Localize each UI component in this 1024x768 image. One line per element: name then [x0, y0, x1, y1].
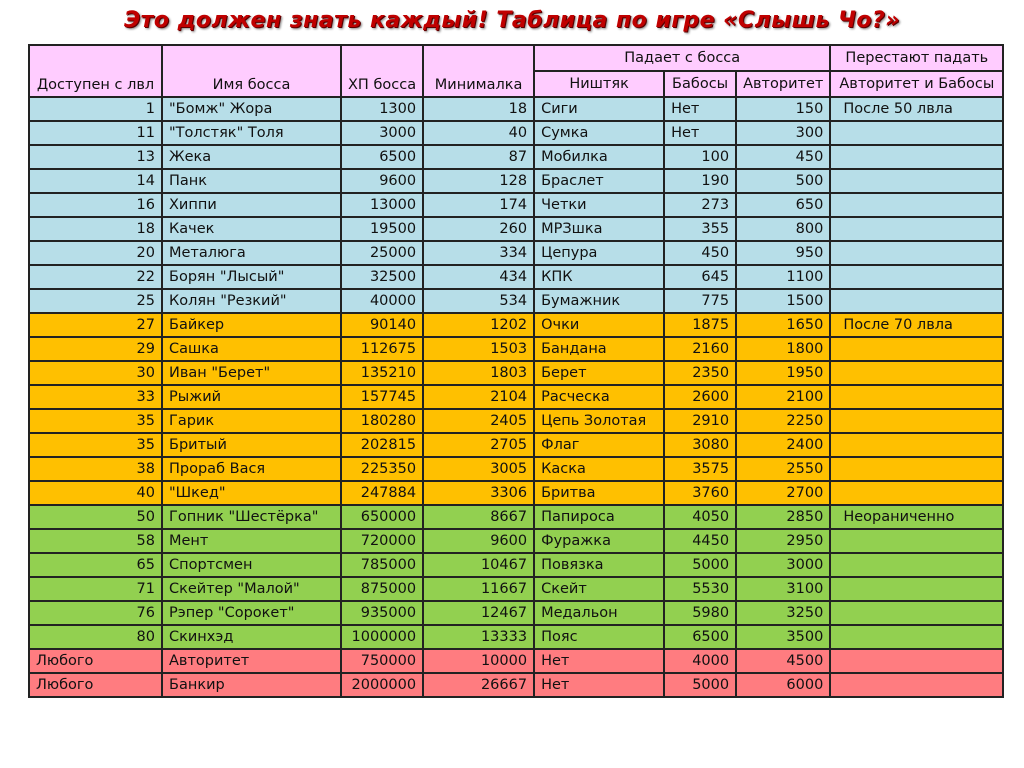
cell-hp: 650000: [341, 505, 423, 529]
cell-stop: [830, 553, 1003, 577]
header-stop-line2: Авторитет и Бабосы: [830, 71, 1003, 97]
cell-level: 18: [29, 217, 162, 241]
cell-authority: 3250: [736, 601, 830, 625]
cell-stop: [830, 649, 1003, 673]
table-row: [29, 193, 1003, 217]
cell-level: 80: [29, 625, 162, 649]
table-row: [29, 481, 1003, 505]
table-row: [29, 97, 1003, 121]
cell-boss-name: Борян "Лысый": [162, 265, 341, 289]
table-row: [29, 601, 1003, 625]
cell-min: 1503: [423, 337, 534, 361]
header-hp: ХП босса: [341, 45, 423, 97]
cell-stop: [830, 625, 1003, 649]
cell-item: Скейт: [534, 577, 664, 601]
cell-boss-name: "Толстяк" Толя: [162, 121, 341, 145]
cell-level: Любого: [29, 649, 162, 673]
cell-item: Цепура: [534, 241, 664, 265]
cell-hp: 40000: [341, 289, 423, 313]
cell-stop: [830, 385, 1003, 409]
cell-level: 33: [29, 385, 162, 409]
cell-authority: 2700: [736, 481, 830, 505]
cell-level: 30: [29, 361, 162, 385]
cell-money: 5530: [664, 577, 736, 601]
cell-hp: 935000: [341, 601, 423, 625]
cell-boss-name: Рэпер "Сорокет": [162, 601, 341, 625]
cell-item: Берет: [534, 361, 664, 385]
cell-level: 58: [29, 529, 162, 553]
cell-hp: 25000: [341, 241, 423, 265]
cell-stop: [830, 121, 1003, 145]
header-item: Ништяк: [534, 71, 664, 97]
header-authority: Авторитет: [736, 71, 830, 97]
cell-stop: [830, 577, 1003, 601]
cell-money: 3760: [664, 481, 736, 505]
cell-level: 22: [29, 265, 162, 289]
cell-hp: 19500: [341, 217, 423, 241]
cell-money: 6500: [664, 625, 736, 649]
cell-level: 50: [29, 505, 162, 529]
cell-min: 8667: [423, 505, 534, 529]
cell-authority: 800: [736, 217, 830, 241]
cell-min: 2705: [423, 433, 534, 457]
cell-authority: 4500: [736, 649, 830, 673]
cell-min: 2405: [423, 409, 534, 433]
cell-item: Цепь Золотая: [534, 409, 664, 433]
cell-boss-name: Хиппи: [162, 193, 341, 217]
cell-authority: 6000: [736, 673, 830, 697]
cell-money: 450: [664, 241, 736, 265]
cell-min: 1803: [423, 361, 534, 385]
cell-boss-name: Байкер: [162, 313, 341, 337]
boss-table: [28, 44, 1004, 698]
cell-money: 775: [664, 289, 736, 313]
cell-authority: 150: [736, 97, 830, 121]
cell-stop: После 50 лвла: [830, 97, 1003, 121]
cell-min: 174: [423, 193, 534, 217]
cell-money: 3575: [664, 457, 736, 481]
cell-level: 13: [29, 145, 162, 169]
table-row: [29, 121, 1003, 145]
cell-hp: 750000: [341, 649, 423, 673]
cell-hp: 247884: [341, 481, 423, 505]
cell-stop: [830, 529, 1003, 553]
cell-money: 4000: [664, 649, 736, 673]
cell-hp: 785000: [341, 553, 423, 577]
cell-money: 355: [664, 217, 736, 241]
cell-hp: 112675: [341, 337, 423, 361]
cell-boss-name: Гарик: [162, 409, 341, 433]
cell-boss-name: Жека: [162, 145, 341, 169]
cell-min: 11667: [423, 577, 534, 601]
cell-money: 3080: [664, 433, 736, 457]
cell-level: 71: [29, 577, 162, 601]
cell-item: Каска: [534, 457, 664, 481]
cell-min: 10467: [423, 553, 534, 577]
cell-min: 2104: [423, 385, 534, 409]
cell-level: 1: [29, 97, 162, 121]
cell-hp: 1000000: [341, 625, 423, 649]
cell-min: 18: [423, 97, 534, 121]
cell-boss-name: Мент: [162, 529, 341, 553]
table-row: [29, 265, 1003, 289]
cell-min: 10000: [423, 649, 534, 673]
cell-hp: 180280: [341, 409, 423, 433]
cell-level: 40: [29, 481, 162, 505]
cell-item: Флаг: [534, 433, 664, 457]
header-drop-group: Падает с босса: [534, 45, 830, 71]
table-row: [29, 457, 1003, 481]
table-row: [29, 649, 1003, 673]
cell-item: Сиги: [534, 97, 664, 121]
table-row: [29, 625, 1003, 649]
cell-boss-name: Прораб Вася: [162, 457, 341, 481]
table-row: [29, 385, 1003, 409]
cell-money: 645: [664, 265, 736, 289]
cell-boss-name: Колян "Резкий": [162, 289, 341, 313]
cell-level: 38: [29, 457, 162, 481]
table-row: [29, 337, 1003, 361]
cell-item: Повязка: [534, 553, 664, 577]
cell-money: 5000: [664, 553, 736, 577]
cell-authority: 2400: [736, 433, 830, 457]
cell-item: Браслет: [534, 169, 664, 193]
cell-boss-name: Сашка: [162, 337, 341, 361]
cell-item: КПК: [534, 265, 664, 289]
cell-boss-name: Иван "Берет": [162, 361, 341, 385]
cell-hp: 202815: [341, 433, 423, 457]
cell-authority: 3000: [736, 553, 830, 577]
cell-level: 76: [29, 601, 162, 625]
cell-hp: 2000000: [341, 673, 423, 697]
cell-stop: [830, 337, 1003, 361]
cell-hp: 3000: [341, 121, 423, 145]
cell-boss-name: Металюга: [162, 241, 341, 265]
cell-stop: [830, 289, 1003, 313]
cell-item: Бандана: [534, 337, 664, 361]
table-row: [29, 409, 1003, 433]
cell-level: 11: [29, 121, 162, 145]
cell-money: 4450: [664, 529, 736, 553]
cell-min: 9600: [423, 529, 534, 553]
cell-item: Нет: [534, 649, 664, 673]
cell-stop: [830, 169, 1003, 193]
cell-level: 27: [29, 313, 162, 337]
cell-stop: [830, 409, 1003, 433]
header-level: Доступен с лвл: [29, 45, 162, 97]
cell-min: 3306: [423, 481, 534, 505]
cell-money: 4050: [664, 505, 736, 529]
cell-level: 25: [29, 289, 162, 313]
page-title: Это должен знать каждый! Таблица по игре «Слышь Чо?»: [123, 8, 901, 33]
cell-stop: [830, 217, 1003, 241]
cell-min: 87: [423, 145, 534, 169]
cell-boss-name: Скейтер "Малой": [162, 577, 341, 601]
cell-authority: 650: [736, 193, 830, 217]
cell-authority: 2850: [736, 505, 830, 529]
cell-hp: 157745: [341, 385, 423, 409]
table-row: [29, 553, 1003, 577]
cell-min: 260: [423, 217, 534, 241]
table-row: [29, 577, 1003, 601]
cell-money: 273: [664, 193, 736, 217]
cell-boss-name: Скинхэд: [162, 625, 341, 649]
table-row: [29, 241, 1003, 265]
table-row: [29, 529, 1003, 553]
cell-hp: 90140: [341, 313, 423, 337]
cell-hp: 1300: [341, 97, 423, 121]
table-row: [29, 313, 1003, 337]
cell-min: 40: [423, 121, 534, 145]
cell-item: Бумажник: [534, 289, 664, 313]
cell-boss-name: Гопник "Шестёрка": [162, 505, 341, 529]
cell-hp: 720000: [341, 529, 423, 553]
cell-item: МРЗшка: [534, 217, 664, 241]
cell-item: Медальон: [534, 601, 664, 625]
table-row: [29, 145, 1003, 169]
cell-min: 13333: [423, 625, 534, 649]
table-row: [29, 505, 1003, 529]
cell-min: 26667: [423, 673, 534, 697]
cell-authority: 300: [736, 121, 830, 145]
cell-authority: 1100: [736, 265, 830, 289]
cell-money: Нет: [664, 121, 736, 145]
cell-boss-name: Панк: [162, 169, 341, 193]
cell-hp: 9600: [341, 169, 423, 193]
cell-boss-name: "Шкед": [162, 481, 341, 505]
cell-level: 20: [29, 241, 162, 265]
cell-level: 65: [29, 553, 162, 577]
cell-stop: [830, 265, 1003, 289]
cell-money: Нет: [664, 97, 736, 121]
cell-boss-name: Спортсмен: [162, 553, 341, 577]
cell-stop: [830, 481, 1003, 505]
cell-min: 434: [423, 265, 534, 289]
cell-money: 2160: [664, 337, 736, 361]
cell-authority: 2250: [736, 409, 830, 433]
cell-authority: 1650: [736, 313, 830, 337]
cell-item: Мобилка: [534, 145, 664, 169]
table-body: [29, 97, 1003, 697]
cell-hp: 875000: [341, 577, 423, 601]
cell-item: Пояс: [534, 625, 664, 649]
cell-level: Любого: [29, 673, 162, 697]
cell-hp: 13000: [341, 193, 423, 217]
cell-min: 334: [423, 241, 534, 265]
cell-money: 5980: [664, 601, 736, 625]
cell-authority: 2950: [736, 529, 830, 553]
cell-min: 128: [423, 169, 534, 193]
cell-stop: [830, 601, 1003, 625]
cell-money: 5000: [664, 673, 736, 697]
cell-hp: 225350: [341, 457, 423, 481]
cell-authority: 950: [736, 241, 830, 265]
cell-money: 190: [664, 169, 736, 193]
table-row: [29, 169, 1003, 193]
cell-level: 35: [29, 433, 162, 457]
cell-boss-name: Качек: [162, 217, 341, 241]
cell-hp: 135210: [341, 361, 423, 385]
cell-stop: [830, 145, 1003, 169]
cell-stop: [830, 241, 1003, 265]
cell-hp: 6500: [341, 145, 423, 169]
cell-stop: После 70 лвла: [830, 313, 1003, 337]
cell-item: Очки: [534, 313, 664, 337]
cell-item: Сумка: [534, 121, 664, 145]
cell-boss-name: Рыжий: [162, 385, 341, 409]
cell-authority: 2100: [736, 385, 830, 409]
cell-level: 29: [29, 337, 162, 361]
cell-stop: [830, 361, 1003, 385]
cell-item: Папироса: [534, 505, 664, 529]
cell-item: Расческа: [534, 385, 664, 409]
table-row: [29, 289, 1003, 313]
cell-stop: [830, 433, 1003, 457]
header-money: Бабосы: [664, 71, 736, 97]
header-stop-line1: Перестают падать: [830, 45, 1003, 71]
table-row: [29, 217, 1003, 241]
header-row-top: [29, 45, 1003, 71]
cell-boss-name: "Бомж" Жора: [162, 97, 341, 121]
cell-money: 2910: [664, 409, 736, 433]
cell-authority: 2550: [736, 457, 830, 481]
cell-money: 100: [664, 145, 736, 169]
cell-authority: 1500: [736, 289, 830, 313]
cell-stop: [830, 457, 1003, 481]
cell-money: 1875: [664, 313, 736, 337]
cell-min: 12467: [423, 601, 534, 625]
cell-hp: 32500: [341, 265, 423, 289]
cell-authority: 3100: [736, 577, 830, 601]
cell-boss-name: Бритый: [162, 433, 341, 457]
table-row: [29, 433, 1003, 457]
cell-authority: 1800: [736, 337, 830, 361]
cell-money: 2350: [664, 361, 736, 385]
header-boss-name: Имя босса: [162, 45, 341, 97]
cell-level: 35: [29, 409, 162, 433]
cell-boss-name: Банкир: [162, 673, 341, 697]
cell-item: Бритва: [534, 481, 664, 505]
cell-item: Четки: [534, 193, 664, 217]
cell-authority: 1950: [736, 361, 830, 385]
cell-min: 534: [423, 289, 534, 313]
cell-stop: [830, 673, 1003, 697]
cell-level: 14: [29, 169, 162, 193]
cell-item: Нет: [534, 673, 664, 697]
cell-stop: Неораниченно: [830, 505, 1003, 529]
table-row: [29, 673, 1003, 697]
cell-stop: [830, 193, 1003, 217]
cell-authority: 3500: [736, 625, 830, 649]
cell-authority: 450: [736, 145, 830, 169]
cell-authority: 500: [736, 169, 830, 193]
cell-boss-name: Авторитет: [162, 649, 341, 673]
cell-money: 2600: [664, 385, 736, 409]
cell-level: 16: [29, 193, 162, 217]
table-row: [29, 361, 1003, 385]
header-min: Минималка: [423, 45, 534, 97]
cell-min: 3005: [423, 457, 534, 481]
cell-min: 1202: [423, 313, 534, 337]
cell-item: Фуражка: [534, 529, 664, 553]
